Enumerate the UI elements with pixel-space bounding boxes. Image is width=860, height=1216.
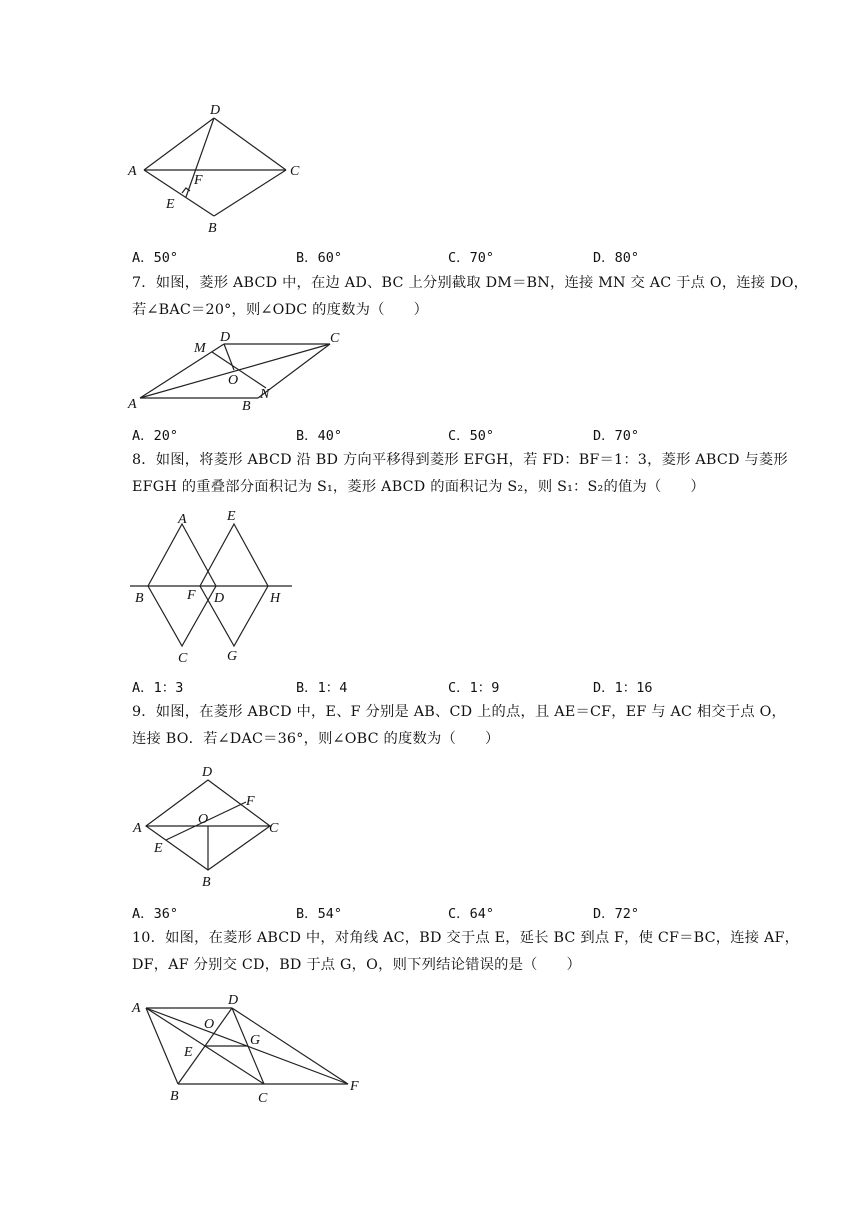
q6-label-f: F: [194, 173, 203, 188]
q8-label-a: A: [178, 512, 187, 527]
q10-line-1: 10．如图，在菱形 ABCD 中，对角线 AC，BD 交于点 E，延长 BC 到点 F，使 CF＝BC，连接 AF，: [132, 930, 800, 946]
q7-option-c[interactable]: C．50°: [448, 428, 495, 444]
q6-side-da: [144, 118, 214, 170]
q9-line-2: 连接 BO．若∠DAC＝36°，则∠OBC 的度数为（ ）: [132, 731, 500, 747]
q7-label-a: A: [128, 397, 137, 412]
q7-line-2: 若∠BAC＝20°，则∠ODC 的度数为（ ）: [132, 302, 429, 318]
q8-label-e: E: [227, 509, 236, 524]
q8-rhombus-efgh: [200, 524, 268, 646]
q6-label-e: E: [166, 197, 175, 212]
q9-question-text: [132, 699, 787, 753]
q7-question-text: [132, 270, 809, 324]
q7-side-ad: [140, 344, 224, 398]
q7-label-m: M: [194, 341, 206, 356]
q9-label-c: C: [269, 821, 279, 836]
q9-figure: [126, 756, 296, 896]
q8-option-d[interactable]: D．1：16: [593, 680, 653, 696]
q9-label-f: F: [246, 794, 255, 809]
q8-label-h: H: [270, 591, 281, 606]
q7-figure: [126, 326, 356, 416]
q8-option-b[interactable]: B．1：4: [296, 680, 348, 696]
q7-option-b[interactable]: B．40°: [296, 428, 343, 444]
q6-label-a: A: [128, 164, 137, 179]
q9-label-o: O: [198, 812, 209, 827]
q9-line-1: 9．如图，在菱形 ABCD 中，E、F 分别是 AB、CD 上的点，且 AE＝CF，EF 与 AC 相交于点 O，: [132, 704, 787, 720]
q10-label-e: E: [184, 1045, 193, 1060]
q6-option-c[interactable]: C．70°: [448, 250, 495, 266]
q6-figure: [126, 96, 316, 246]
q7-label-o: O: [228, 373, 239, 388]
q8-question-text: [132, 447, 788, 501]
q8-label-g: G: [227, 649, 238, 664]
q8-options: [132, 676, 732, 696]
q8-label-c: C: [178, 651, 188, 666]
q9-option-b[interactable]: B．54°: [296, 906, 343, 922]
q8-label-f: F: [187, 588, 196, 603]
q10-label-b: B: [170, 1089, 179, 1104]
q8-option-c[interactable]: C．1：9: [448, 680, 500, 696]
q10-label-c: C: [258, 1091, 268, 1106]
q8-line-1: 8．如图，将菱形 ABCD 沿 BD 方向平移得到菱形 EFGH，若 FD：BF＝1：3，菱形 ABCD 与菱形: [132, 452, 788, 468]
q9-label-e: E: [154, 841, 163, 856]
q10-label-f: F: [350, 1079, 359, 1094]
q8-option-a[interactable]: A．1：3: [132, 680, 184, 696]
q7-label-c: C: [330, 331, 340, 346]
q7-diagonal-ac: [140, 344, 330, 398]
q7-option-d[interactable]: D．70°: [593, 428, 640, 444]
q6-option-d[interactable]: D．80°: [593, 250, 640, 266]
q9-label-b: B: [202, 875, 211, 890]
q8-label-d: D: [214, 591, 225, 606]
q7-label-d: D: [220, 330, 231, 345]
q9-label-a: A: [133, 821, 142, 836]
q7-option-a[interactable]: A．20°: [132, 428, 179, 444]
q6-label-b: B: [208, 221, 217, 236]
q9-option-d[interactable]: D．72°: [593, 906, 640, 922]
q9-label-d: D: [202, 765, 213, 780]
q10-label-g: G: [250, 1033, 261, 1048]
q6-label-d: D: [210, 103, 221, 118]
q6-option-a[interactable]: A．50°: [132, 250, 179, 266]
q8-label-b: B: [135, 591, 144, 606]
q7-label-b: B: [242, 399, 251, 414]
q7-label-n: N: [260, 387, 270, 402]
q9-options: [132, 902, 732, 922]
q10-label-a: A: [132, 1001, 141, 1016]
q6-options: [132, 246, 732, 266]
q7-segment-do: [224, 344, 234, 370]
q10-question-text: [132, 925, 800, 979]
q10-figure: [126, 986, 376, 1112]
q6-side-ab: [144, 170, 214, 216]
q7-segment-mn: [212, 352, 266, 388]
q7-options: [132, 424, 732, 444]
q6-label-c: C: [290, 164, 300, 179]
q9-option-a[interactable]: A．36°: [132, 906, 179, 922]
q10-label-d: D: [228, 993, 239, 1008]
q10-line-2: DF，AF 分别交 CD，BD 于点 G，O，则下列结论错误的是（ ）: [132, 957, 582, 973]
q6-side-dc: [214, 118, 286, 170]
q8-line-2: EFGH 的重叠部分面积记为 S₁，菱形 ABCD 的面积记为 S₂，则 S₁：S₂的值为（ ）: [132, 479, 705, 495]
q8-figure: [126, 506, 296, 666]
q10-side-ab: [146, 1008, 178, 1084]
q6-side-bc: [214, 170, 286, 216]
q10-label-o: O: [204, 1017, 215, 1032]
q7-line-1: 7．如图，菱形 ABCD 中，在边 AD、BC 上分别截取 DM＝BN，连接 MN 交 AC 于点 O，连接 DO，: [132, 275, 809, 291]
q8-rhombus-abcd: [148, 524, 216, 646]
q9-option-c[interactable]: C．64°: [448, 906, 495, 922]
q6-option-b[interactable]: B．60°: [296, 250, 343, 266]
